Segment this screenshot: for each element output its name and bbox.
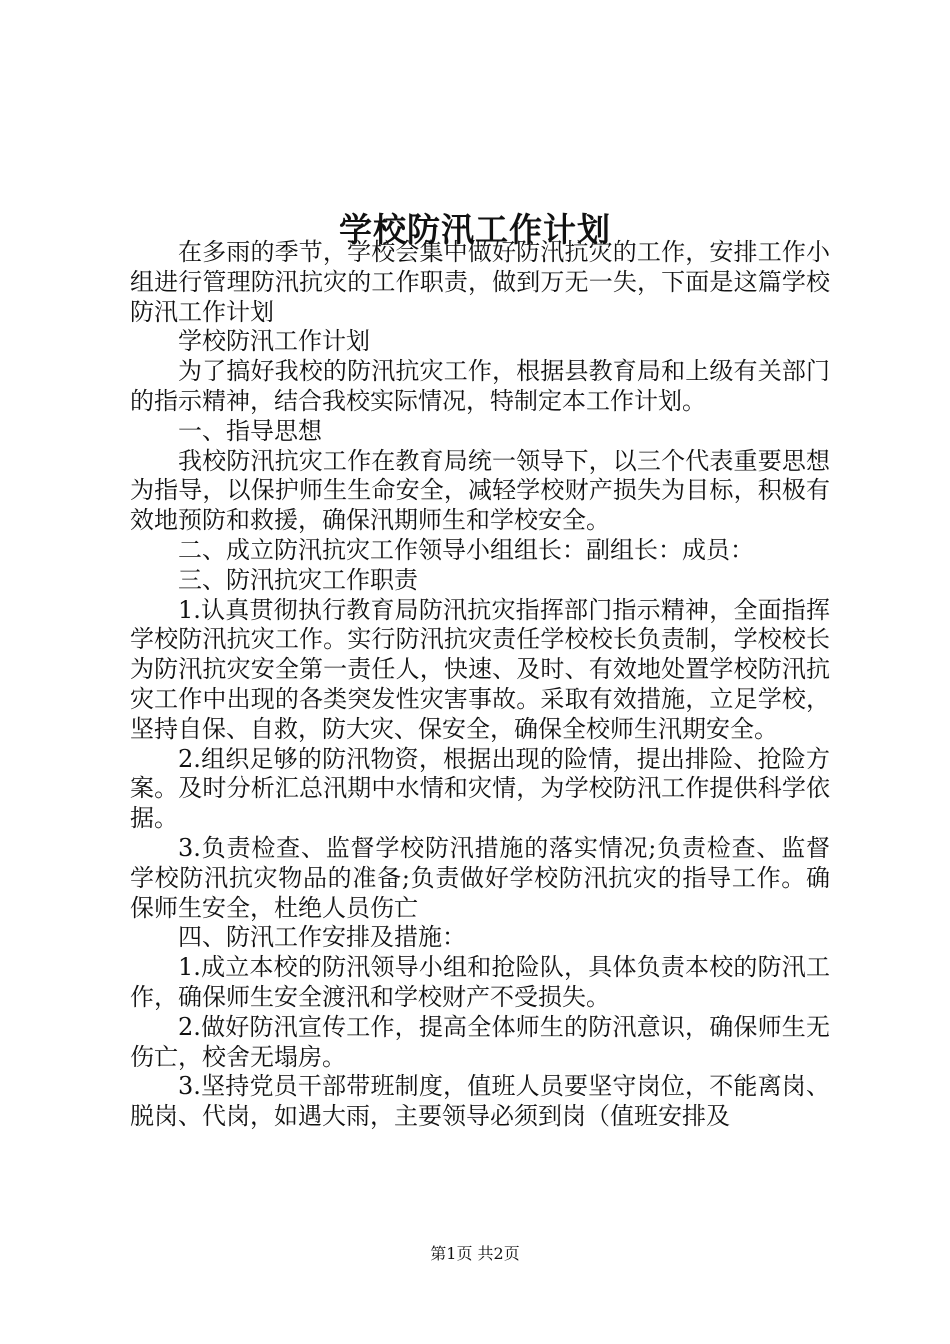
section-heading-responsibilities: 三、防汛抗灾工作职责 [178,565,418,594]
section-heading-leadership-group: 二、成立防汛抗灾工作领导小组组长：副组长：成员： [178,535,754,564]
section-heading-arrangements: 四、防汛工作安排及措施： [178,923,466,952]
paragraph-intro: 在多雨的季节，学校会集中做好防汛抗灾的工作，安排工作小组进行管理防汛抗灾的工作职责，做到万无一失，下面是这篇学校防汛工作计划 [130,238,830,326]
responsibility-item-2: 2.组织足够的防汛物资，根据出现的险情，提出排险、抢险方案。及时分析汇总汛期中水情和灾情，为学校防汛工作提供科学依据。 [130,744,830,833]
paragraph-subtitle: 学校防汛工作计划 [178,327,370,356]
page-indicator: 第1页 共2页 [430,1244,520,1263]
arrangement-item-1: 1.成立本校的防汛领导小组和抢险队，具体负责本校的防汛工作，确保师生安全渡汛和学校财产不受损失。 [130,953,830,1011]
section-heading-guiding-thought: 一、指导思想 [178,416,322,445]
arrangement-item-3: 3.坚持党员干部带班制度，值班人员要坚守岗位，不能离岗、脱岗、代岗，如遇大雨，主要领导必须到岗（值班安排及 [130,1072,830,1131]
responsibility-item-1: 1.认真贯彻执行教育局防汛抗灾指挥部门指示精神，全面指挥学校防汛抗灾工作。实行防汛抗灾责任学校校长负责制，学校校长为防汛抗灾安全第一责任人，快速、及时、有效地处置学校防汛抗灾工作中出现的各类突发性灾害事故。采取有效措施，立足学校，坚持自保、自救，防大灾、保安全，确保全校师生汛期安全。 [130,595,830,743]
arrangement-item-2: 2.做好防汛宣传工作，提高全体师生的防汛意识，确保师生无伤亡，校舍无塌房。 [130,1012,830,1071]
paragraph-guiding-thought: 我校防汛抗灾工作在教育局统一领导下，以三个代表重要思想为指导，以保护师生生命安全，减轻学校财产损失为目标，积极有效地预防和救援，确保汛期师生和学校安全。 [130,446,830,535]
page-title: 学校防汛工作计划 [339,210,611,250]
responsibility-item-3: 3.负责检查、监督学校防汛措施的落实情况;负责检查、监督学校防汛抗灾物品的准备;负责做好学校防汛抗灾的指导工作。确保师生安全，杜绝人员伤亡 [130,833,830,922]
paragraph-purpose: 为了搞好我校的防汛抗灾工作，根据县教育局和上级有关部门的指示精神，结合我校实际情况，特制定本工作计划。 [130,357,830,415]
document-body [130,238,830,1132]
